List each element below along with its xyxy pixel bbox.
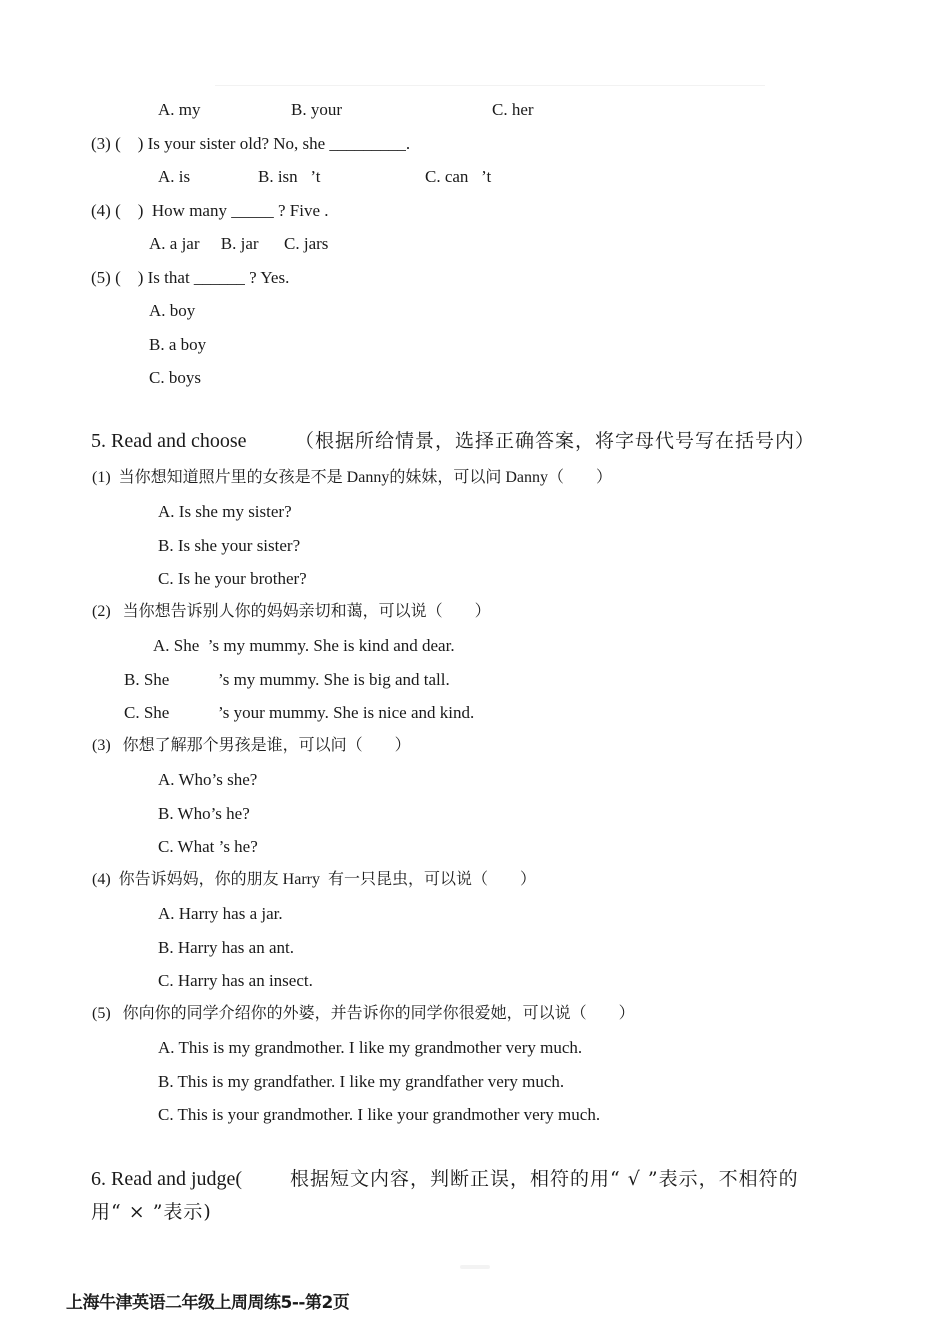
option-a: A. Is she my sister? [158, 502, 292, 521]
option-b: B. a boy [149, 335, 207, 354]
option-c-rest: ’s your mummy. She is nice and kind. [218, 703, 475, 722]
question-stem: (4) 你告诉妈妈，你的朋友 Harry 有一只昆虫，可以说（ ） [92, 871, 536, 888]
option-a: A. Who’s she? [158, 770, 258, 789]
section-title: 5. Read and choose [91, 430, 247, 452]
option-b: B. This is my grandfather. I like my grandfather very much. [158, 1072, 565, 1091]
option-b: B. Who’s he? [158, 804, 250, 823]
option-a: A. is [158, 167, 191, 186]
option-c: C. What ’s he? [158, 837, 258, 856]
question-stem: (5) ( ) Is that ______ ? Yes. [91, 268, 290, 287]
option-c: C. boys [149, 368, 201, 387]
option-b: B. isn ’t [258, 167, 321, 186]
option-c: C. can ’t [425, 167, 492, 186]
section-instruction: 根据短文内容，判断正误，相符的用“ √ ”表示，不相符的 [290, 1168, 799, 1190]
option-b-lead: B. She [124, 670, 170, 689]
option-b: B. your [291, 100, 342, 119]
question-stem: (3) ( ) Is your sister old? No, she _________. [91, 134, 411, 153]
page-footer: 上海牛津英语二年级上周周练5--第2页 [66, 1293, 350, 1313]
option-c-lead: C. She [124, 703, 170, 722]
page-top-rule [215, 85, 765, 86]
option-a: A. my [158, 100, 201, 119]
option-c: C. Harry has an insect. [158, 971, 313, 990]
question-stem: (4) ( ) How many _____ ? Five . [91, 201, 329, 220]
option-b: B. Is she your sister? [158, 536, 301, 555]
option-a: A. boy [149, 301, 196, 320]
options-row: A. a jar B. jar C. jars [149, 234, 329, 253]
option-a: A. She ’s my mummy. She is kind and dear. [153, 636, 455, 655]
question-stem: (3) 你想了解那个男孩是谁，可以问（ ） [92, 737, 411, 754]
option-a: A. This is my grandmother. I like my grandmother very much. [158, 1038, 583, 1057]
section-instruction-cont: 用“ × ”表示) [91, 1201, 212, 1223]
option-a: A. Harry has a jar. [158, 904, 283, 923]
section-instruction: （根据所给情景，选择正确答案，将字母代号写在括号内） [295, 430, 816, 452]
section-title: 6. Read and judge( [91, 1168, 243, 1190]
option-c: C. This is your grandmother. I like your grandmother very much. [158, 1105, 601, 1124]
question-stem: (1) 当你想知道照片里的女孩是不是 Danny的妹妹，可以问 Danny（ ） [92, 469, 612, 486]
option-c: C. her [492, 100, 534, 119]
faint-mark [460, 1265, 490, 1269]
option-b-rest: ’s my mummy. She is big and tall. [218, 670, 450, 689]
question-stem: (2) 当你想告诉别人你的妈妈亲切和蔼，可以说（ ） [92, 603, 491, 620]
option-c: C. Is he your brother? [158, 569, 307, 588]
question-stem: (5) 你向你的同学介绍你的外婆，并告诉你的同学你很爱她，可以说（ ） [92, 1005, 635, 1022]
option-b: B. Harry has an ant. [158, 938, 294, 957]
